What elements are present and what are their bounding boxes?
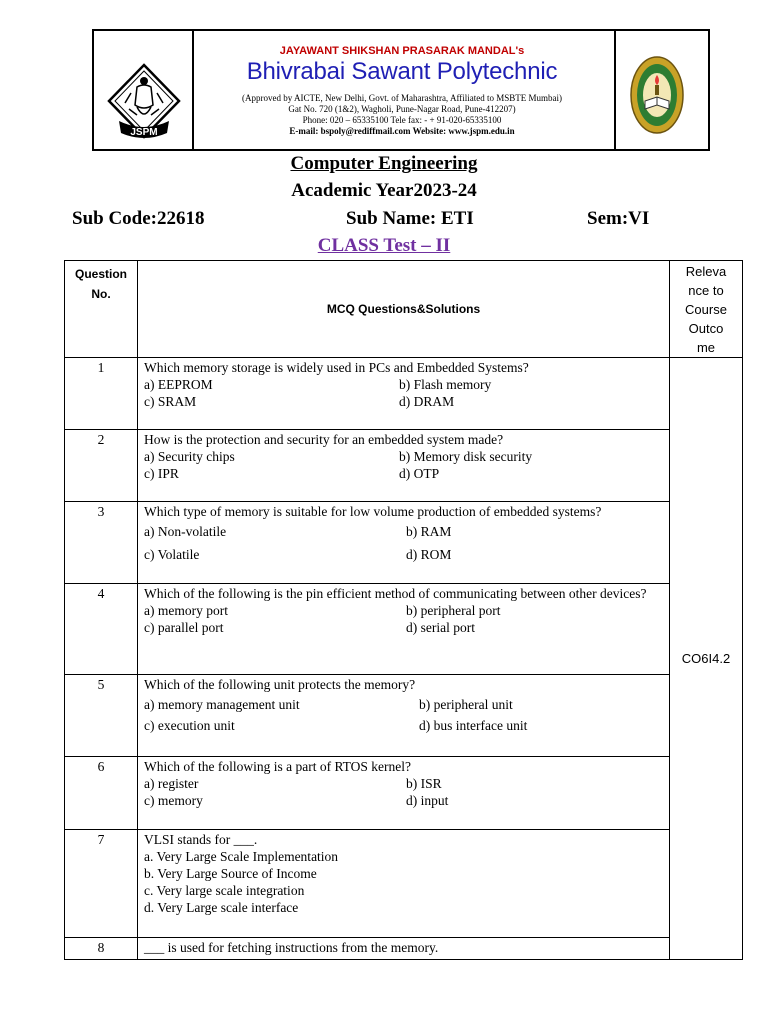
course-outcome: CO6I4.2 bbox=[681, 651, 731, 666]
question-text: How is the protection and security for an embedded system made? bbox=[144, 432, 504, 447]
subject-name: Sub Name: ETI bbox=[346, 208, 474, 229]
question-text: Which type of memory is suitable for low volume production of embedded systems? bbox=[144, 504, 602, 519]
option: a. Very Large Scale Implementation bbox=[144, 849, 339, 864]
option: c) SRAM bbox=[144, 394, 197, 409]
table-row bbox=[65, 757, 743, 830]
table-row bbox=[65, 430, 743, 502]
question-text: Which of the following unit protects the memory? bbox=[144, 677, 416, 692]
option: a) EEPROM bbox=[144, 377, 213, 392]
college-emblem-icon bbox=[628, 53, 686, 137]
mcq-table bbox=[64, 260, 743, 960]
option: b. Very Large Source of Income bbox=[144, 866, 317, 881]
question-cell bbox=[138, 502, 670, 584]
option: a) memory port bbox=[144, 603, 228, 618]
mcq-header: MCQ Questions&Solutions bbox=[138, 261, 670, 358]
table-row bbox=[65, 502, 743, 584]
trust-name: JAYAWANT SHIKSHAN PRASARAK MANDAL's bbox=[279, 45, 525, 57]
table-row bbox=[65, 830, 743, 938]
question-number: 6 bbox=[65, 757, 138, 830]
question-number: 4 bbox=[65, 584, 138, 675]
question-text: Which of the following is the pin efficient method of communicating between other devices? bbox=[144, 586, 647, 601]
option: a) Non-volatile bbox=[144, 524, 227, 539]
option: d) input bbox=[406, 793, 449, 808]
question-cell bbox=[138, 675, 670, 757]
option: c) parallel port bbox=[144, 620, 224, 635]
option: c) Volatile bbox=[144, 547, 200, 562]
option: d) ROM bbox=[406, 547, 452, 562]
question-number: 8 bbox=[65, 938, 138, 960]
option: a) register bbox=[144, 776, 199, 791]
class-test-title: CLASS Test – II bbox=[317, 235, 451, 256]
question-text: VLSI stands for ___. bbox=[144, 832, 258, 847]
table-header-row bbox=[65, 261, 743, 358]
option: d) bus interface unit bbox=[419, 718, 528, 733]
option: b) peripheral unit bbox=[419, 697, 513, 712]
question-cell bbox=[138, 938, 670, 960]
option: b) RAM bbox=[406, 524, 452, 539]
academic-year: Academic Year2023-24 bbox=[291, 180, 477, 201]
address-text: Gat No. 720 (1&2), Wagholi, Pune-Nagar Road, Pune-412207) bbox=[288, 104, 516, 114]
option: d) serial port bbox=[406, 620, 475, 635]
institute-name: Bhivrabai Sawant Polytechnic bbox=[246, 58, 558, 85]
table-row bbox=[65, 675, 743, 757]
option: b) ISR bbox=[406, 776, 442, 791]
svg-text:JSPM: JSPM bbox=[130, 127, 158, 138]
question-cell bbox=[138, 757, 670, 830]
option: d. Very Large scale interface bbox=[144, 900, 299, 915]
option: c. Very large scale integration bbox=[144, 883, 305, 898]
email-website-text: E-mail: bspoly@rediffmail.com Website: www.jspm.edu.in bbox=[289, 126, 515, 136]
subject-code: Sub Code:22618 bbox=[72, 208, 205, 229]
table-row bbox=[65, 358, 743, 430]
question-number: 3 bbox=[65, 502, 138, 584]
question-text: ___ is used for fetching instructions from the memory. bbox=[144, 940, 439, 955]
table-row bbox=[65, 584, 743, 675]
option: c) IPR bbox=[144, 466, 179, 481]
question-cell bbox=[138, 430, 670, 502]
option: b) Memory disk security bbox=[399, 449, 533, 464]
option: c) memory bbox=[144, 793, 203, 808]
option: a) memory management unit bbox=[144, 697, 300, 712]
question-number: 5 bbox=[65, 675, 138, 757]
question-cell bbox=[138, 358, 670, 430]
question-number: 7 bbox=[65, 830, 138, 938]
phone-text: Phone: 020 – 65335100 Tele fax: - + 91-020-65335100 bbox=[302, 115, 502, 125]
question-cell bbox=[138, 584, 670, 675]
option: d) OTP bbox=[399, 466, 440, 481]
header-divider bbox=[614, 31, 616, 149]
option: b) Flash memory bbox=[399, 377, 492, 392]
jspm-logo-icon bbox=[107, 63, 181, 143]
approval-text: (Approved by AICTE, New Delhi, Govt. of Maharashtra, Affiliated to MSBTE Mumbai) bbox=[241, 93, 563, 103]
question-cell bbox=[138, 830, 670, 938]
question-text: Which of the following is a part of RTOS kernel? bbox=[144, 759, 412, 774]
option: d) DRAM bbox=[399, 394, 455, 409]
relevance-header: Releva nce to Course Outco me bbox=[670, 261, 743, 358]
course-outcome-cell bbox=[670, 358, 743, 960]
option: c) execution unit bbox=[144, 718, 235, 733]
semester: Sem:VI bbox=[587, 208, 650, 229]
question-number: 2 bbox=[65, 430, 138, 502]
department-title: Computer Engineering bbox=[290, 153, 478, 174]
option: a) Security chips bbox=[144, 449, 235, 464]
question-number: 1 bbox=[65, 358, 138, 430]
institute-header bbox=[92, 29, 710, 151]
option: b) peripheral port bbox=[406, 603, 501, 618]
question-no-header: Question No. bbox=[65, 261, 138, 358]
table-row bbox=[65, 938, 743, 960]
question-text: Which memory storage is widely used in PCs and Embedded Systems? bbox=[144, 360, 529, 375]
